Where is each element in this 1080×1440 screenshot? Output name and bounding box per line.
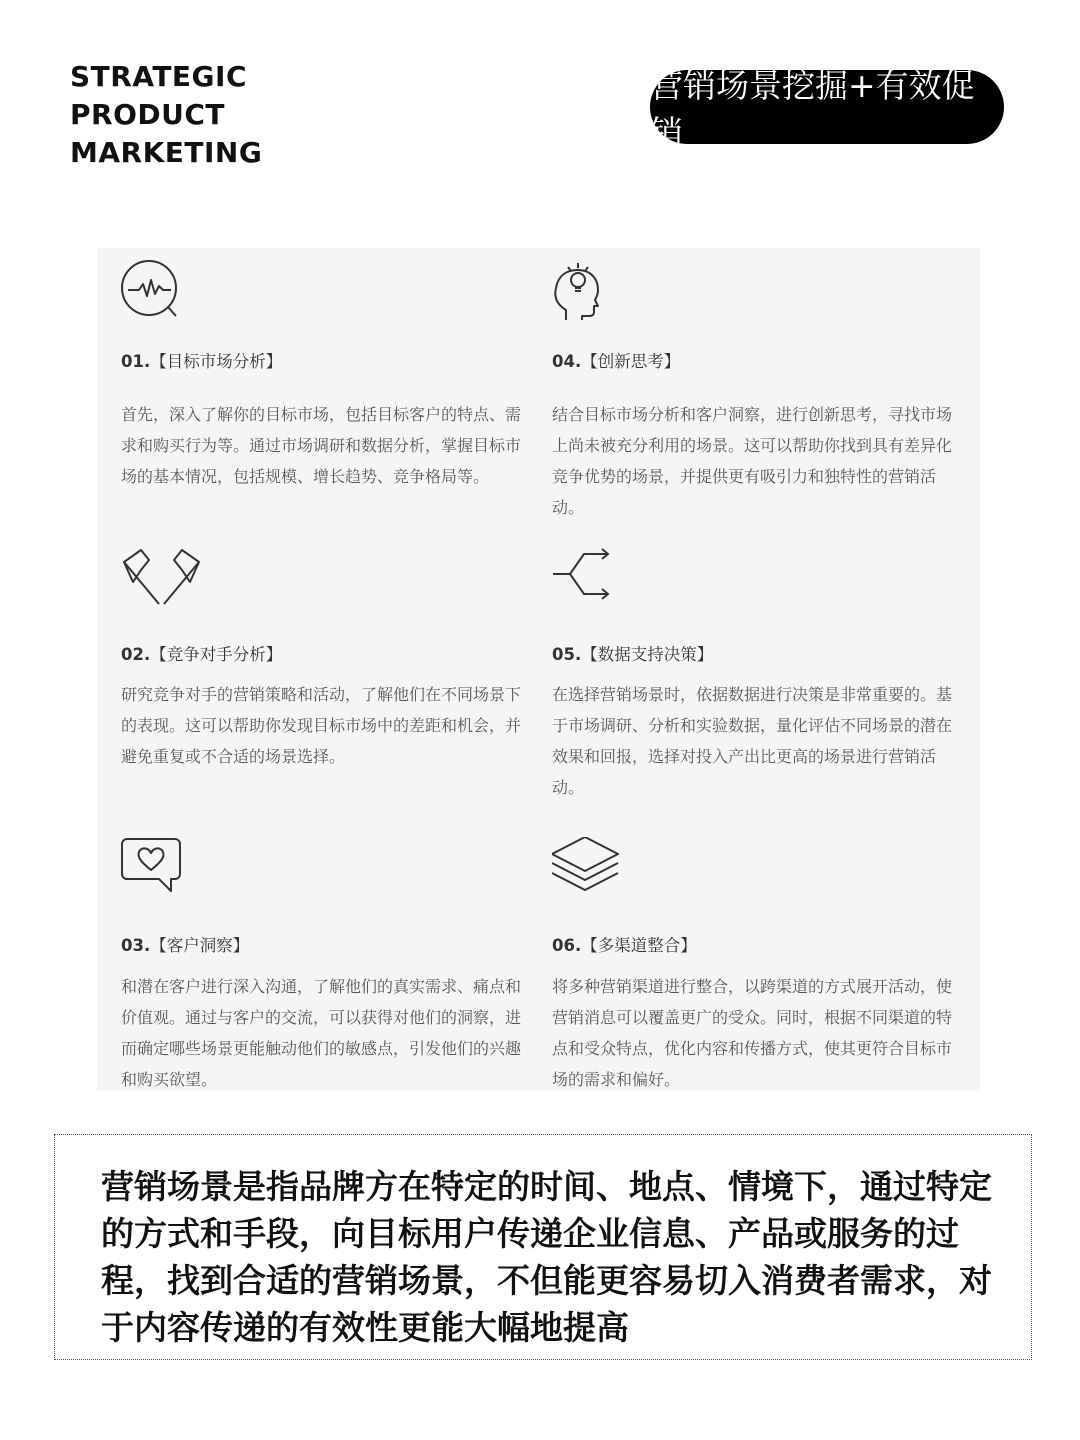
card-title: 06.【多渠道整合】 [552, 936, 697, 955]
page-title: 营销场景挖掘+有效促销 [650, 66, 975, 152]
card-05 [552, 548, 967, 818]
card-title: 05.【数据支持决策】 [552, 645, 714, 664]
card-03 [121, 837, 536, 1091]
card-body: 将多种营销渠道进行整合，以跨渠道的方式展开活动，使营销消息可以覆盖更广的受众。同时，根据不同渠道的特点和受众特点，优化内容和传播方式，使其更符合目标市场的需求和偏好。 [552, 977, 953, 1089]
card-04 [552, 260, 967, 530]
layers-icon [552, 837, 642, 907]
brand-line-3: MARKETING [70, 136, 263, 169]
summary-note-box [54, 1134, 1032, 1360]
card-02 [121, 548, 536, 818]
card-body: 和潜在客户进行深入沟通，了解他们的真实需求、痛点和价值观。通过与客户的交流，可以获得对他们的洞察，进而确定哪些场景更能触动他们的敏感点，引发他们的兴趣和购买欲望。 [121, 977, 522, 1089]
heart-chat-icon [121, 837, 211, 907]
card-body: 在选择营销场景时，依据数据进行决策是非常重要的。基于市场调研、分析和实验数据，量化评估不同场景的潜在效果和回报，选择对投入产出比更高的场景进行营销活动。 [552, 685, 953, 797]
card-06 [552, 837, 967, 1091]
card-body: 研究竞争对手的营销策略和活动，了解他们在不同场景下的表现。这可以帮助你发现目标市场中的差距和机会，并避免重复或不合适的场景选择。 [121, 685, 522, 766]
brand-line-2: PRODUCT [70, 98, 226, 131]
card-title: 01.【目标市场分析】 [121, 352, 283, 371]
card-body: 结合目标市场分析和客户洞察，进行创新思考，寻找市场上尚未被充分利用的场景。这可以帮助你找到具有差异化竞争优势的场景，并提供更有吸引力和独特性的营销活动。 [552, 405, 953, 517]
card-title: 04.【创新思考】 [552, 352, 681, 371]
brand-wordmark [70, 58, 262, 172]
card-title: 03.【客户洞察】 [121, 936, 250, 955]
card-title: 02.【竞争对手分析】 [121, 645, 283, 664]
brand-line-1: STRATEGIC [70, 60, 247, 93]
pulse-magnifier-icon [121, 260, 211, 330]
split-arrows-icon [552, 548, 642, 618]
card-01 [121, 260, 536, 530]
page-title-pill [650, 66, 1004, 152]
strategy-panel [97, 248, 980, 1091]
head-lightbulb-icon [552, 260, 642, 330]
crossed-flags-icon [121, 548, 211, 618]
summary-note-text: 营销场景是指品牌方在特定的时间、地点、情境下，通过特定的方式和手段，向目标用户传递企业信息、产品或服务的过程，找到合适的营销场景，不但能更容易切入消费者需求，对于内容传递的有效性更能大幅地提高 [101, 1167, 992, 1347]
card-body: 首先，深入了解你的目标市场，包括目标客户的特点、需求和购买行为等。通过市场调研和数据分析，掌握目标市场的基本情况，包括规模、增长趋势、竞争格局等。 [121, 405, 522, 486]
